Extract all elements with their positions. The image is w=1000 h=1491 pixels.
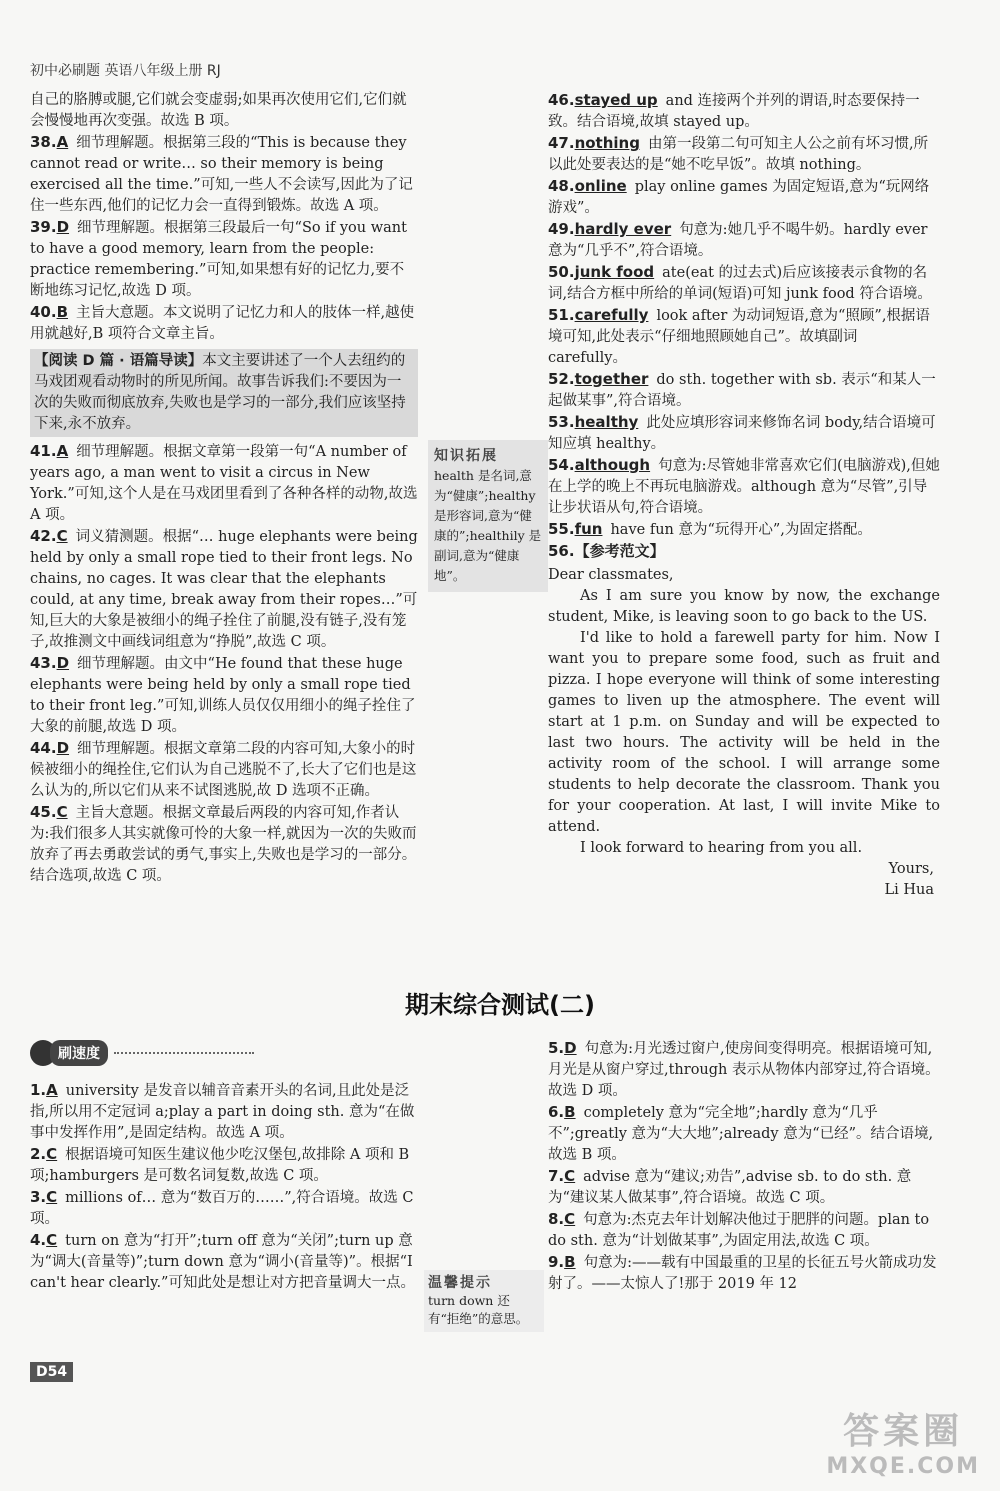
page-number: D54 (30, 1362, 73, 1382)
answer-key: B (564, 1253, 576, 1271)
answer-key: together (574, 370, 649, 388)
question-number: 2. (30, 1145, 47, 1163)
explanation-text: and 连接两个并列的谓语,时态要保持一致。结合语境,故填 stayed up。 (548, 93, 920, 130)
reading-guide (30, 349, 418, 437)
answer-key: carefully (574, 306, 649, 324)
answer-item (30, 738, 418, 802)
answer-key: nothing (574, 134, 640, 152)
explanation-text: 词义猜测题。根据“… huge elephants were being held by only a small rope tied to their front legs. No chains, no cages. It was clear that the elephants could, at any time, break away from their ropes…”可知,巨大的大象是被细小的绳子拴住了前腿,没有链子,没有笼子,故推测文中画线词组意为“挣脱”,故选 C 项。 (30, 529, 418, 650)
answer-item (30, 302, 418, 345)
answer-key: D (56, 739, 70, 757)
answer-item (548, 412, 940, 455)
watermark-logo: 答案圈 MXQE.COM (826, 1411, 980, 1479)
question-number: 55. (548, 520, 575, 538)
tip-title: 温馨提示 (428, 1275, 492, 1291)
answer-item (548, 1252, 940, 1295)
explanation-text: play online games 为固定短语,意为“玩网络游戏”。 (548, 179, 930, 216)
answer-item (548, 1166, 940, 1209)
question-number: 6. (548, 1103, 565, 1121)
explanation-text: 句意为:她几乎不喝牛奶。hardly ever 意为“几乎不”,符合语境。 (548, 222, 928, 259)
explanation-text: 细节理解题。根据文章第二段的内容可知,大象小的时候被细小的绳拴住,它们认为自己逃脱不了,长大了它们也是这么认为的,所以它们从来不试图逃脱,故 D 选项不正确。 (30, 741, 417, 799)
explanation-text: 句意为:尽管她非常喜欢它们(电脑游戏),但她在上学的晚上不再玩电脑游戏。although 意为“尽管”,引导让步状语从句,符合语境。 (548, 458, 940, 516)
answer-key: B (564, 1103, 576, 1121)
explanation-text: 自己的胳膊或腿,它们就会变虚弱;如果再次使用它们,它们就会慢慢地再次变强。故选 B 项。 (30, 92, 407, 129)
question-number: 53. (548, 413, 575, 431)
question-number: 1. (30, 1081, 47, 1099)
answer-key: online (574, 177, 627, 195)
essay-closing: Yours, (888, 861, 934, 877)
explanation-text: look after 为动词短语,意为“照顾”,根据语境可知,此处表示“仔细地照顾她自己”。故填副词 carefully。 (548, 308, 930, 366)
question-number: 45. (30, 803, 57, 821)
answer-item (548, 1209, 940, 1252)
explanation-text: 细节理解题。由文中“He found that these huge elephants were being held by only a small rope tied to their front leg.”可知,训练人员仅仅用细小的绳子拴住了大象的前腿,故选 D 项。 (30, 656, 416, 735)
question-number: 48. (548, 177, 575, 195)
page-header: 初中必刷题 英语八年级上册 RJ (30, 63, 221, 79)
essay-paragraph: I look forward to hearing from you all. (580, 840, 863, 856)
knowledge-extension-box (428, 440, 548, 592)
explanation-text: ate(eat 的过去式)后应该接表示食物的名词,结合方框中所给的单词(短语)可知 junk food 符合语境。 (548, 265, 932, 302)
answer-key: A (46, 1081, 58, 1099)
section-title: 期末综合测试(二) (405, 991, 595, 1019)
answer-key: stayed up (574, 91, 658, 109)
answer-key: A (56, 442, 69, 460)
answer-item (30, 132, 418, 217)
answer-key: C (46, 1231, 58, 1249)
explanation-text: completely 意为“完全地”;hardly 意为“几乎不”;greatly 意为“大大地”;already 意为“已经”。结合语境,故选 B 项。 (548, 1105, 934, 1163)
answer-item (548, 519, 940, 541)
explanation-text: millions of… 意为“数百万的……”,符合语境。故选 C 项。 (30, 1190, 414, 1227)
question-number: 52. (548, 370, 575, 388)
answer-key: D (56, 654, 70, 672)
explanation-text: 句意为:月光透过窗户,使房间变得明亮。根据语境可知,月光是从窗户穿过,through 表示从物体内部穿过,符合语境。故选 D 项。 (548, 1041, 940, 1099)
question-number: 9. (548, 1253, 565, 1271)
answer-item (30, 1230, 418, 1294)
question-number: 7. (548, 1167, 565, 1185)
answer-item-56: 56.【参考范文】 Dear classmates, As I am sure you know by now, the exchange student, Mike, is leaving soon to go back to the US. I'd like to hold a farewell party for him. Now I want you to prepare some food, such as fruit and pizza. I hope everyone will think of some interesting games to liven up the atmosphere. The event will start at 1 p.m. on Sunday and will be expected to last two hours. The activity will be held in the activity room of the school. I will arrange some students to help decorate the classroom. Thank you for your cooperation. At last, I will invite Mike to attend. I look forward to hearing from you all. Yours, Li Hua (548, 541, 940, 901)
guide-tag: 【阅读 D 篇 · 语篇导读】 (34, 353, 203, 369)
explanation-text: university 是发音以辅音音素开头的名词,且此处是泛指,所以用不定冠词 a;play a part in doing sth. 意为“在做事中发挥作用”,是固定结构。故选 A 项。 (30, 1083, 415, 1141)
explanation-text: 细节理解题。根据第三段的“This is because they cannot read or write… so their memory is being exercised all the time.”可知,一些人不会读写,因此为了记住一些东西,他们的记忆力会一直得到锻炼。故选 A 项。 (30, 135, 413, 214)
question-number: 41. (30, 442, 57, 460)
answer-item (30, 1080, 418, 1144)
divider (114, 1052, 254, 1054)
question-number: 4. (30, 1231, 47, 1249)
question-number: 38. (30, 133, 57, 151)
answer-item (548, 369, 940, 412)
answer-key: C (46, 1188, 58, 1206)
essay-paragraph: As I am sure you know by now, the exchange student, Mike, is leaving soon to go back to the US. (548, 588, 940, 625)
answer-item (548, 133, 940, 176)
answer-key: junk food (574, 263, 655, 281)
question-number: 40. (30, 303, 57, 321)
answer-key: C (564, 1167, 576, 1185)
answer-item (548, 305, 940, 369)
essay-paragraph: I'd like to hold a farewell party for him. Now I want you to prepare some food, such as fruit and pizza. I hope everyone will think of some interesting games to liven up the atmosphere. The event will start at 1 p.m. on Sunday and will be expected to last two hours. The activity will be held in the activity room of the school. I will arrange some students to help decorate the classroom. Thank you for your cooperation. At last, I will invite Mike to attend. (548, 630, 940, 835)
knowledge-extension-text: health 是名词,意为“健康”;healthy 是形容词,意为“健康的”;healthily 是副词,意为“健康地”。 (434, 468, 542, 583)
question-number: 46. (548, 91, 575, 109)
tip-box (424, 1270, 544, 1332)
explanation-text: 句意为:——载有中国最重的卫星的长征五号火箭成功发射了。——太惊人了!那于 2019 年 12 (548, 1255, 937, 1292)
answer-key: B (56, 303, 69, 321)
answer-key: A (56, 133, 69, 151)
answer-key: C (564, 1210, 576, 1228)
question-number: 5. (548, 1039, 565, 1057)
question-number: 42. (30, 527, 57, 545)
answer-item (548, 219, 940, 262)
question-number: 54. (548, 456, 575, 474)
question-number: 39. (30, 218, 57, 236)
answer-key: hardly ever (574, 220, 672, 238)
answer-item (548, 1102, 940, 1166)
knowledge-extension-title: 知识拓展 (434, 448, 498, 464)
explanation-text: 主旨大意题。根据文章最后两段的内容可知,作者认为:我们很多人其实就像可怜的大象一样,就因为一次的失败而放弃了再去勇敢尝试的勇气,事实上,失败也是学习的一部分。结合选项,故选 C 项。 (30, 805, 417, 884)
answer-item (548, 262, 940, 305)
tip-text: turn down 还有“拒绝”的意思。 (428, 1293, 529, 1326)
explanation-text: 主旨大意题。本文说明了记忆力和人的肢体一样,越使用就越好,B 项符合文章主旨。 (30, 305, 415, 342)
right-column-test (548, 1038, 940, 1295)
answer-item (30, 526, 418, 653)
explanation-text: 句意为:杰克去年计划解决他过于肥胖的问题。plan to do sth. 意为“计划做某事”,为固定用法,故选 C 项。 (548, 1212, 930, 1249)
explanation-text: 细节理解题。根据文章第一段第一句“A number of years ago, a man went to visit a circus in New York.”可知,这个人是在马戏团里看到了各种各样的动物,故选 A 项。 (30, 444, 418, 523)
answer-item (30, 1144, 418, 1187)
answer-key: although (574, 456, 651, 474)
question-number: 44. (30, 739, 57, 757)
right-column (548, 90, 940, 901)
answer-key: D (56, 218, 70, 236)
answer-item (30, 441, 418, 526)
explanation-text: 根据语境可知医生建议他少吃汉堡包,故排除 A 项和 B 项;hamburgers 是可数名词复数,故选 C 项。 (30, 1147, 410, 1184)
answer-item (548, 90, 940, 133)
guide-text: 本文主要讲述了一个人去纽约的马戏团观看动物时的所见所闻。故事告诉我们:不要因为一次的失败而彻底放弃,失败也是学习的一部分,我们应该坚持下来,永不放弃。 (34, 353, 406, 432)
answer-key: healthy (574, 413, 639, 431)
essay-signature: Li Hua (884, 882, 934, 898)
speed-label-text: 刷速度 (50, 1040, 108, 1066)
essay-greeting: Dear classmates, (548, 567, 674, 583)
answer-item (548, 1038, 940, 1102)
answer-key: C (56, 803, 68, 821)
explanation-text: 由第一段第二句可知主人公之前有坏习惯,所以此处要表达的是“她不吃早饭”。故填 nothing。 (548, 136, 929, 173)
answer-item (30, 90, 418, 132)
answer-key: C (46, 1145, 58, 1163)
question-number: 8. (548, 1210, 565, 1228)
answer-item (30, 1187, 418, 1230)
question-number: 3. (30, 1188, 47, 1206)
question-number: 51. (548, 306, 575, 324)
explanation-text: 此处应填形容词来修饰名词 body,结合语境可知应填 healthy。 (548, 415, 936, 452)
answer-key: fun (574, 520, 603, 538)
explanation-text: have fun 意为“玩得开心”,为固定搭配。 (610, 522, 872, 538)
explanation-text: turn on 意为“打开”;turn off 意为“关闭”;turn up 意为“调大(音量等)”;turn down 意为“调小(音量等)”。根据“I can't hear clearly.”可知此处是想让对方把音量调大一点。 (30, 1233, 415, 1291)
answer-item (30, 653, 418, 738)
answer-item (548, 176, 940, 219)
answer-item (30, 217, 418, 302)
answer-item (548, 455, 940, 519)
model-essay (548, 565, 940, 901)
explanation-text: advise 意为“建议;劝告”,advise sb. to do sth. 意为“建议某人做某事”,符合语境。故选 C 项。 (548, 1169, 912, 1206)
answer-key: C (56, 527, 68, 545)
question-number: 50. (548, 263, 575, 281)
question-number: 49. (548, 220, 575, 238)
question-number: 43. (30, 654, 57, 672)
explanation-text: 细节理解题。根据第三段最后一句“So if you want to have a good memory, learn from the people: practice remembering.”可知,如果想有好的记忆力,要不断地练习记忆,故选 D 项。 (30, 220, 407, 299)
speed-label (30, 1040, 254, 1066)
question-number: 47. (548, 134, 575, 152)
explanation-text: do sth. together with sb. 表示“和某人一起做某事”,符合语境。 (548, 372, 936, 409)
answer-key: D (564, 1039, 577, 1057)
left-column (30, 90, 418, 887)
answer-item (30, 802, 418, 887)
left-column-test (30, 1080, 418, 1294)
